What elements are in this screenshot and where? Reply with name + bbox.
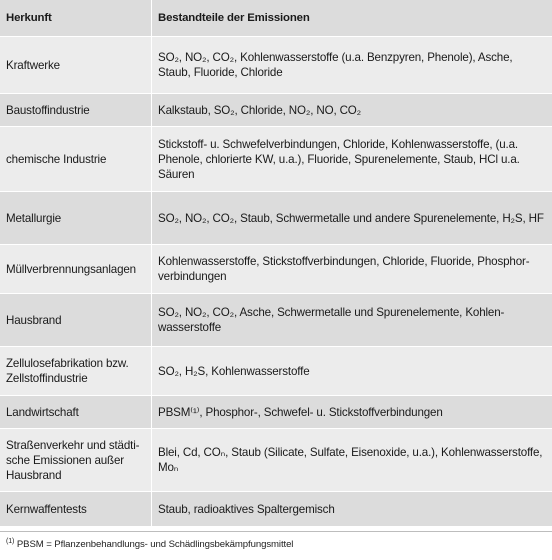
table-row [0, 192, 552, 245]
table-header-row [0, 0, 552, 37]
table-row [0, 245, 552, 294]
source-cell: Straßenverkehr und städtische Emissionen außer Hausbrand [0, 429, 152, 491]
emissions-cell: PBSM⁽¹⁾, Phosphor-, Schwefel- u. Stickstoffverbindungen [158, 405, 443, 419]
source-cell: Kraftwerke [0, 37, 152, 93]
source-cell: Müllverbrennungsanlagen [0, 245, 152, 293]
table-row [0, 396, 552, 429]
table-row [0, 347, 552, 396]
table-row [0, 429, 552, 492]
emissions-cell: SO₂, NO₂, CO₂, Kohlenwasserstoffe (u.a. Benzpyren, Phenole), Asche, Staub, Fluoride, Chloride [158, 51, 513, 79]
emissions-cell: Blei, Cd, COₙ, Staub (Silicate, Sulfate, Eisenoxide, u.a.), Kohlenwasserstoffe, Moₙ [158, 446, 543, 474]
emissions-cell: Kohlenwasserstoffe, Stickstoffverbindungen, Chloride, Fluoride, Phosphorverbindungen [158, 255, 530, 283]
emissions-cell: Kalkstaub, SO₂, Chloride, NO₂, NO, CO₂ [158, 103, 362, 117]
table-row [0, 492, 552, 527]
source-cell: chemische Industrie [0, 127, 152, 191]
emissions-cell: Stickstoff- u. Schwefelverbindungen, Chloride, Kohlenwasserstoffe, (u.a. Phenole, chlorierte KW, u.a.), Fluoride, Spurenelemente, Staub, HCl u.a. Säuren [158, 137, 520, 181]
emissions-cell: SO₂, NO₂, CO₂, Staub, Schwermetalle und andere Spurenelemente, H₂S, HF [158, 211, 544, 225]
source-cell: Hausbrand [0, 294, 152, 346]
source-cell: Kernwaffentests [0, 492, 152, 526]
source-cell: Landwirtschaft [0, 396, 152, 428]
table-row [0, 37, 552, 94]
footnote-text: PBSM = Pflanzenbehandlungs- und Schädlingsbekämpfungsmittel [16, 539, 294, 551]
source-cell: Metallurgie [0, 192, 152, 244]
source-cell: Baustoffindustrie [0, 94, 152, 126]
emissions-cell: SO₂, H₂S, Kohlenwasserstoffe [158, 364, 310, 378]
header-herkunft: Herkunft [0, 0, 152, 36]
table-row [0, 94, 552, 127]
emissions-cell: SO₂, NO₂, CO₂, Asche, Schwermetalle und Spurenelemente, Kohlenwasserstoffe [158, 306, 505, 334]
footnote [6, 536, 293, 551]
footnote-divider [0, 531, 552, 532]
footnote-marker: (1) [6, 538, 15, 545]
table-row [0, 294, 552, 347]
emissions-cell: Staub, radioaktives Spaltergemisch [158, 502, 335, 516]
table-row [0, 127, 552, 192]
source-cell: Zellulosefabrikation bzw. Zellstoffindustrie [0, 347, 152, 395]
header-bestandteile: Bestandteile der Emissionen [158, 11, 310, 24]
